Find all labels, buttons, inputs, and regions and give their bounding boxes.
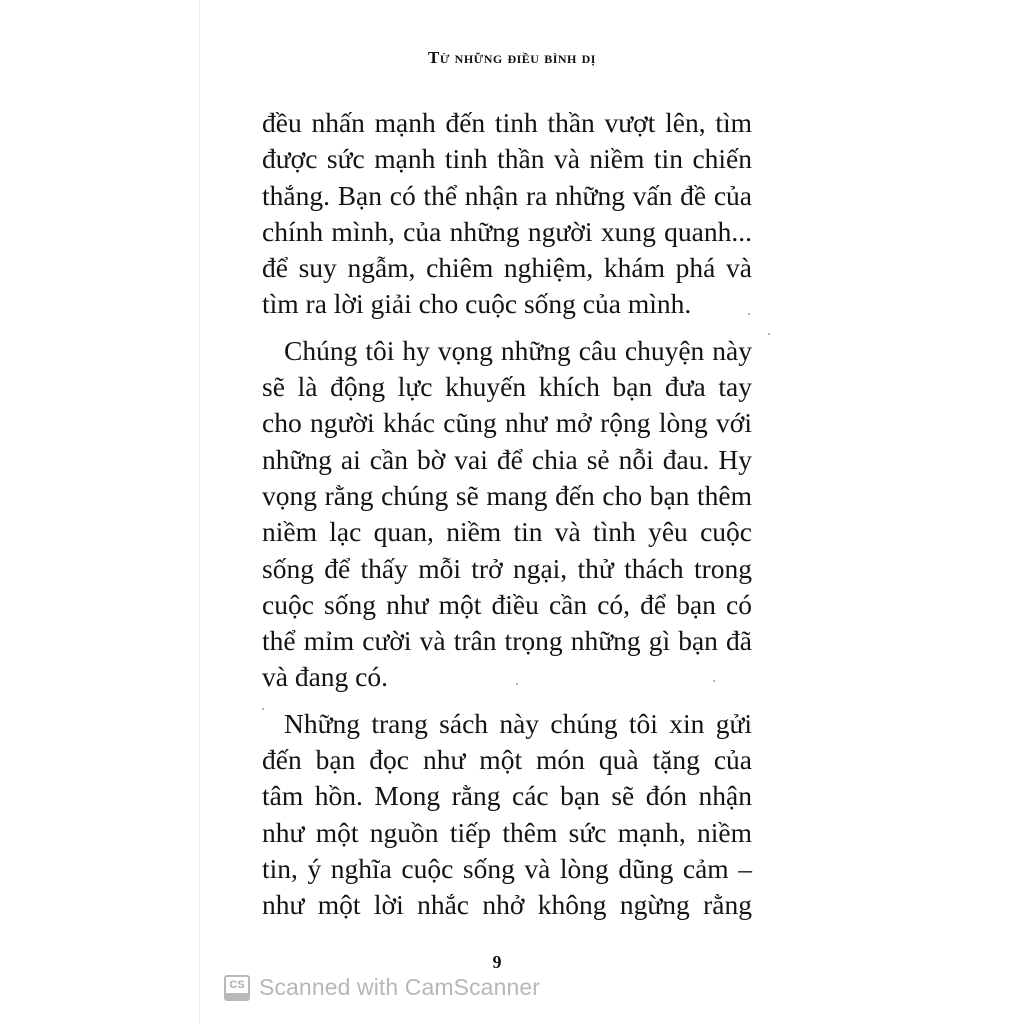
text-line: để suy ngẫm, chiêm nghiệm, khám phá và: [262, 252, 752, 284]
watermark-text: Scanned with CamScanner: [259, 974, 541, 1000]
camscanner-logo-icon: [224, 975, 250, 1001]
paragraph-gap: [262, 323, 752, 333]
text-line: Những trang sách này chúng tôi xin gửi: [284, 707, 752, 739]
text-line: như một lời nhắc nhở không ngừng rằng: [262, 889, 752, 921]
text-line: cuộc sống như một điều cần có, để bạn có: [262, 588, 752, 620]
text-line: thể mỉm cười và trân trọng những gì bạn đã: [262, 625, 752, 657]
text-line: thắng. Bạn có thể nhận ra những vấn đề của: [262, 179, 752, 211]
paragraph-1: [262, 105, 752, 323]
scan-speck: [748, 313, 750, 315]
scan-speck: [516, 683, 518, 685]
text-line: tin, ý nghĩa cuộc sống và lòng dũng cảm –: [262, 852, 752, 884]
body-text: [262, 105, 752, 924]
logo-bar: [226, 993, 248, 999]
text-line: đều nhấn mạnh đến tinh thần vượt lên, tìm: [262, 107, 752, 138]
text-line: được sức mạnh tinh thần và niềm tin chiến: [262, 143, 752, 175]
paragraph-gap: [262, 696, 752, 706]
text-line: đến bạn đọc như một món quà tặng của: [262, 744, 752, 776]
camscanner-watermark: [224, 974, 540, 1001]
text-line: những ai cần bờ vai để chia sẻ nỗi đau. Hy: [262, 443, 752, 475]
scan-speck: [768, 333, 770, 335]
text-line: như một nguồn tiếp thêm sức mạnh, niềm: [262, 816, 752, 848]
text-line: sẽ là động lực khuyến khích bạn đưa tay: [262, 371, 752, 403]
text-line: chính mình, của những người xung quanh...: [262, 215, 752, 247]
text-line: và đang có.: [262, 661, 388, 693]
text-line: vọng rằng chúng sẽ mang đến cho bạn thêm: [262, 479, 752, 511]
paragraph-3: [262, 706, 752, 924]
text-line: sống để thấy mỗi trở ngại, thử thách trong: [262, 552, 752, 584]
text-line: Chúng tôi hy vọng những câu chuyện này: [284, 334, 752, 366]
text-line: cho người khác cũng như mở rộng lòng với: [262, 407, 752, 439]
paragraph-2: [262, 333, 752, 696]
text-line: tâm hồn. Mong rằng các bạn sẽ đón nhận: [262, 780, 752, 812]
page-number: 9: [492, 952, 502, 972]
running-header: Từ những điều bình dị: [428, 48, 596, 67]
scanned-page-edge: [199, 0, 200, 1024]
scan-speck: [262, 708, 264, 710]
text-line: niềm lạc quan, niềm tin và tình yêu cuộc: [262, 516, 752, 548]
scan-speck: [713, 680, 715, 682]
text-line: tìm ra lời giải cho cuộc sống của mình.: [262, 288, 692, 320]
logo-text: CS: [229, 978, 245, 991]
